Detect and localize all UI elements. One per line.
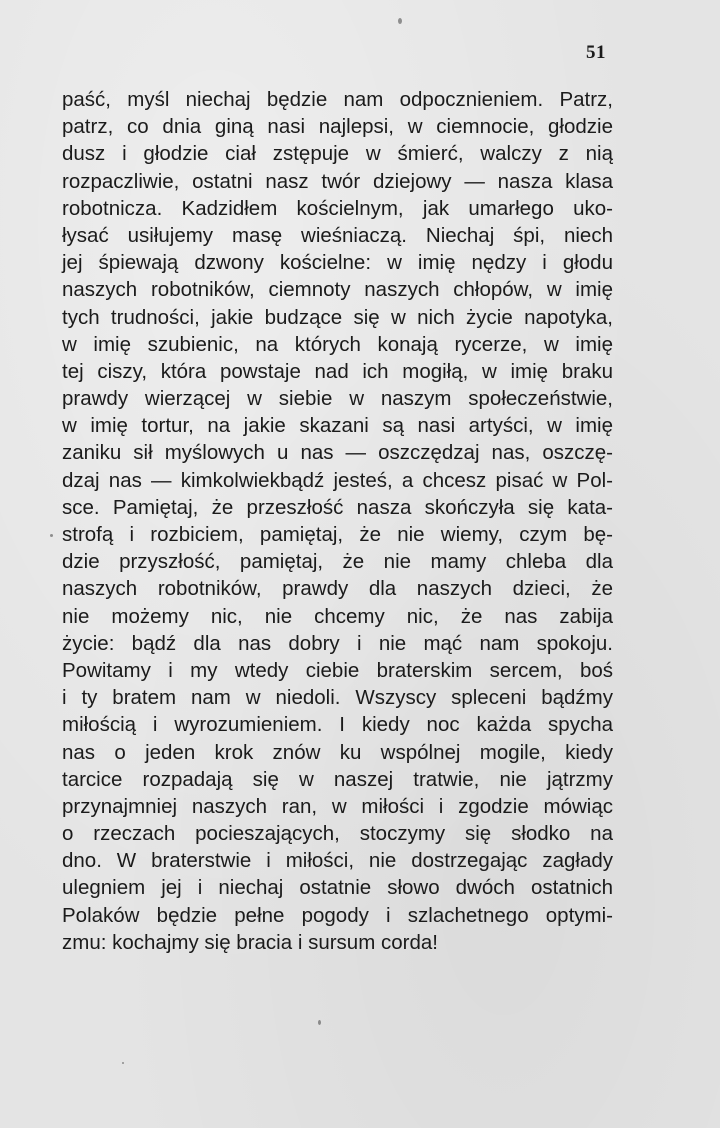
text-line: jej śpiewają dzwony kościelne: w imię nędzy i głodu — [62, 251, 613, 275]
text-line: rozpaczliwie, ostatni nasz twór dziejowy — nasza klasa — [62, 169, 613, 193]
text-line: ulegniem jej i niechaj ostatnie słowo dwóch ostatnich — [62, 876, 613, 900]
text-line: dzaj nas — kimkolwiekbądź jesteś, a chcesz pisać w Pol- — [62, 468, 613, 492]
text-line: robotnicza. Kadzidłem kościelnym, jak umarłego uko- — [62, 196, 613, 220]
text-line: w imię szubienic, na których konają rycerze, w imię — [62, 332, 613, 356]
text-line: i ty bratem nam w niedoli. Wszyscy spleceni bądźmy — [62, 686, 613, 710]
text-line: prawdy wierzącej w siebie w naszym społeczeństwie, — [62, 387, 613, 411]
text-line: Polaków będzie pełne pogody i szlachetnego optymi- — [62, 903, 613, 927]
text-line: nie możemy nic, nie chcemy nic, że nas zabija — [62, 604, 613, 628]
page-number: 51 — [586, 42, 606, 63]
text-line: w imię tortur, na jakie skazani są nasi artyści, w imię — [62, 414, 613, 438]
ink-speck — [122, 1062, 124, 1064]
text-line: sce. Pamiętaj, że przeszłość nasza skończyła się kata- — [62, 495, 613, 519]
ink-speck — [318, 1020, 321, 1025]
text-line: o rzeczach pocieszających, stoczymy się słodko na — [62, 822, 613, 846]
text-line: nas o jeden krok znów ku wspólnej mogile, kiedy — [62, 740, 613, 764]
text-line: zmu: kochajmy się bracia i sursum corda! — [62, 930, 438, 954]
ink-speck — [398, 18, 402, 24]
text-line: dusz i głodzie ciał zstępuje w śmierć, walczy z nią — [62, 142, 613, 166]
text-line: Powitamy i my wtedy ciebie braterskim sercem, boś — [62, 658, 613, 682]
text-line: dno. W braterstwie i miłości, nie dostrzegając zagłady — [62, 849, 613, 873]
text-line: łysać usiłujemy masę wieśniaczą. Niechaj śpi, niech — [62, 223, 613, 247]
text-line: naszych robotników, ciemnoty naszych chłopów, w imię — [62, 278, 613, 302]
text-line: przynajmniej naszych ran, w miłości i zgodzie mówiąc — [62, 794, 613, 818]
ink-speck — [50, 534, 53, 537]
text-line: paść, myśl niechaj będzie nam odpocznieniem. Patrz, — [62, 88, 613, 111]
text-line: życie: bądź dla nas dobry i nie mąć nam spokoju. — [62, 631, 613, 655]
text-line: naszych robotników, prawdy dla naszych dzieci, że — [62, 577, 613, 601]
text-line: patrz, co dnia giną nasi najlepsi, w ciemnocie, głodzie — [62, 115, 613, 139]
text-line: tych trudności, jakie budzące się w nich życie napotyka, — [62, 305, 613, 329]
text-line: miłością i wyrozumieniem. I kiedy noc każda spycha — [62, 713, 613, 737]
text-line: tarcice rozpadają się w naszej tratwie, nie jątrzmy — [62, 767, 613, 791]
text-line: strofą i rozbiciem, pamiętaj, że nie wiemy, czym bę- — [62, 523, 613, 546]
text-line: dzie przyszłość, pamiętaj, że nie mamy chleba dla — [62, 550, 613, 574]
text-line: tej ciszy, która powstaje nad ich mogiłą, w imię braku — [62, 359, 613, 383]
body-text — [62, 86, 613, 956]
text-line: zaniku sił myślowych u nas — oszczędzaj nas, oszczę- — [62, 441, 613, 465]
